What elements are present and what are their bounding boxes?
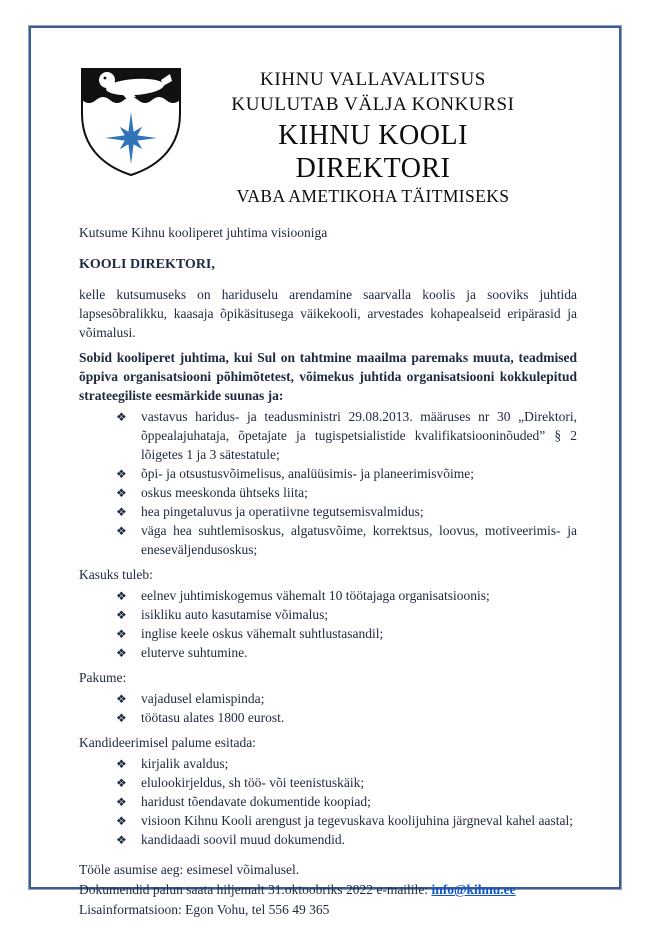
list-item-text: eluterve suhtumine.: [141, 645, 248, 660]
list-item: [116, 502, 577, 521]
diamond-bullet-icon: ❖: [116, 794, 127, 809]
list-item-text: kandidaadi soovil muud dokumendid.: [141, 832, 345, 847]
list-item-text: isikliku auto kasutamise võimalus;: [141, 607, 329, 622]
document-body: [79, 223, 577, 920]
vacancy-line: VABA AMETIKOHA TÄITMISEKS: [236, 186, 510, 206]
list-item-text: vajadusel elamispinda;: [141, 691, 265, 706]
section-label-kasuks: Kasuks tuleb:: [79, 567, 153, 582]
list-item: [116, 792, 577, 811]
list-item-text: töötasu alates 1800 eurost.: [141, 710, 285, 725]
list-item-text: eelnev juhtimiskogemus vähemalt 10 töötajaga organisatsioonis;: [141, 588, 490, 603]
description-paragraph: kelle kutsumuseks on hariduselu arendamine saarvalla koolis ja sooviks juhtida lapsesõbralikku, kaasaja õpikäsitusega väikekooli, arvestades kohapealseid eripärasid ja võimalusi.: [79, 287, 577, 340]
list-item-text: elulookirjeldus, sh töö- või teenistuskäik;: [141, 775, 365, 790]
diamond-bullet-icon: ❖: [116, 832, 127, 847]
diamond-bullet-icon: ❖: [116, 607, 127, 622]
list-item-text: õpi- ja otsustusvõimelisus, analüüsimis- ja planeerimisvõime;: [141, 466, 474, 481]
pakume-list: [79, 689, 577, 727]
list-item-text: väga hea suhtlemisoskus, algatusvõime, korrektsus, loovus, motiveerimis- ja eneseväljendusoskus;: [141, 523, 577, 557]
list-item-text: oskus meeskonda ühtseks liita;: [141, 485, 308, 500]
list-item: [116, 605, 577, 624]
diamond-bullet-icon: ❖: [116, 691, 127, 706]
list-item-text: kirjalik avaldus;: [141, 756, 229, 771]
diamond-bullet-icon: ❖: [116, 485, 127, 500]
list-item: [116, 586, 577, 605]
list-item-text: vastavus haridus- ja teadusministri 29.08.2013. määruses nr 30 „Direktori, õppealajuhataja, õpetajate ja tugispetsialistide kvalifikatsiooninõuded” § 2 lõigetes 1 ja 3 sätestatule;: [141, 409, 577, 462]
list-item: [116, 464, 577, 483]
kihnu-coat-of-arms-logo: [79, 66, 183, 178]
diamond-bullet-icon: ❖: [116, 588, 127, 603]
list-item-text: inglise keele oskus vähemalt suhtlustasandil;: [141, 626, 384, 641]
list-item: [116, 830, 577, 849]
list-item: [116, 624, 577, 643]
diamond-bullet-icon: ❖: [116, 645, 127, 660]
deadline-text: Dokumendid palun saata hiljemalt 31.oktoobriks 2022 e-mailile:: [79, 882, 432, 897]
document-page: [28, 25, 622, 917]
contact-line: Lisainformatsioon: Egon Vohu, tel 556 49 365: [79, 902, 330, 917]
diamond-bullet-icon: ❖: [116, 466, 127, 481]
diamond-bullet-icon: ❖: [116, 409, 127, 424]
list-item-text: hea pingetaluvus ja operatiivne tegutsemisvalmidus;: [141, 504, 424, 519]
diamond-bullet-icon: ❖: [116, 756, 127, 771]
list-item: [116, 689, 577, 708]
list-item: [116, 407, 577, 464]
list-item: [116, 483, 577, 502]
email-link[interactable]: info@kihnu.ee: [431, 882, 516, 897]
requirements-intro: Sobid kooliperet juhtima, kui Sul on tahtmine maailma paremaks muuta, teadmised õppiva organisatsiooni põhimõtetest, võimekus juhtida organisatsiooni kokkulepitud strateegiliste eesmärkide suunas ja:: [79, 350, 577, 403]
list-item-text: haridust tõendavate dokumentide koopiad;: [141, 794, 371, 809]
list-item: [116, 811, 577, 830]
list-item: [116, 643, 577, 662]
org-name: KIHNU VALLAVALITSUS: [260, 69, 486, 90]
kasuks-list: [79, 586, 577, 662]
diamond-bullet-icon: ❖: [116, 626, 127, 641]
list-item: [116, 773, 577, 792]
announcement-line: KUULUTAB VÄLJA KONKURSI: [231, 94, 515, 115]
position-heading: KIHNU KOOLI DIREKTORI: [278, 120, 468, 184]
diamond-bullet-icon: ❖: [116, 813, 127, 828]
document-footer: [79, 860, 577, 920]
document-header: [79, 66, 577, 208]
start-date-line: Tööle asumise aeg: esimesel võimalusel.: [79, 862, 300, 877]
list-item: [116, 521, 577, 559]
diamond-bullet-icon: ❖: [116, 710, 127, 725]
position-title: KOOLI DIREKTORI,: [79, 257, 215, 272]
list-item: [116, 708, 577, 727]
diamond-bullet-icon: ❖: [116, 523, 127, 538]
requirements-list: [79, 407, 577, 559]
section-label-kandideerimine: Kandideerimisel palume esitada:: [79, 735, 256, 750]
diamond-bullet-icon: ❖: [116, 504, 127, 519]
deadline-line: [79, 880, 577, 900]
list-item-text: visioon Kihnu Kooli arengust ja tegevuskava koolijuhina järgneval kahel aastal;: [141, 813, 574, 828]
intro-line: Kutsume Kihnu kooliperet juhtima visiooniga: [79, 225, 328, 240]
section-label-pakume: Pakume:: [79, 670, 127, 685]
header-titles: [183, 66, 577, 208]
kandideerimine-list: [79, 754, 577, 849]
diamond-bullet-icon: ❖: [116, 775, 127, 790]
list-item: [116, 754, 577, 773]
